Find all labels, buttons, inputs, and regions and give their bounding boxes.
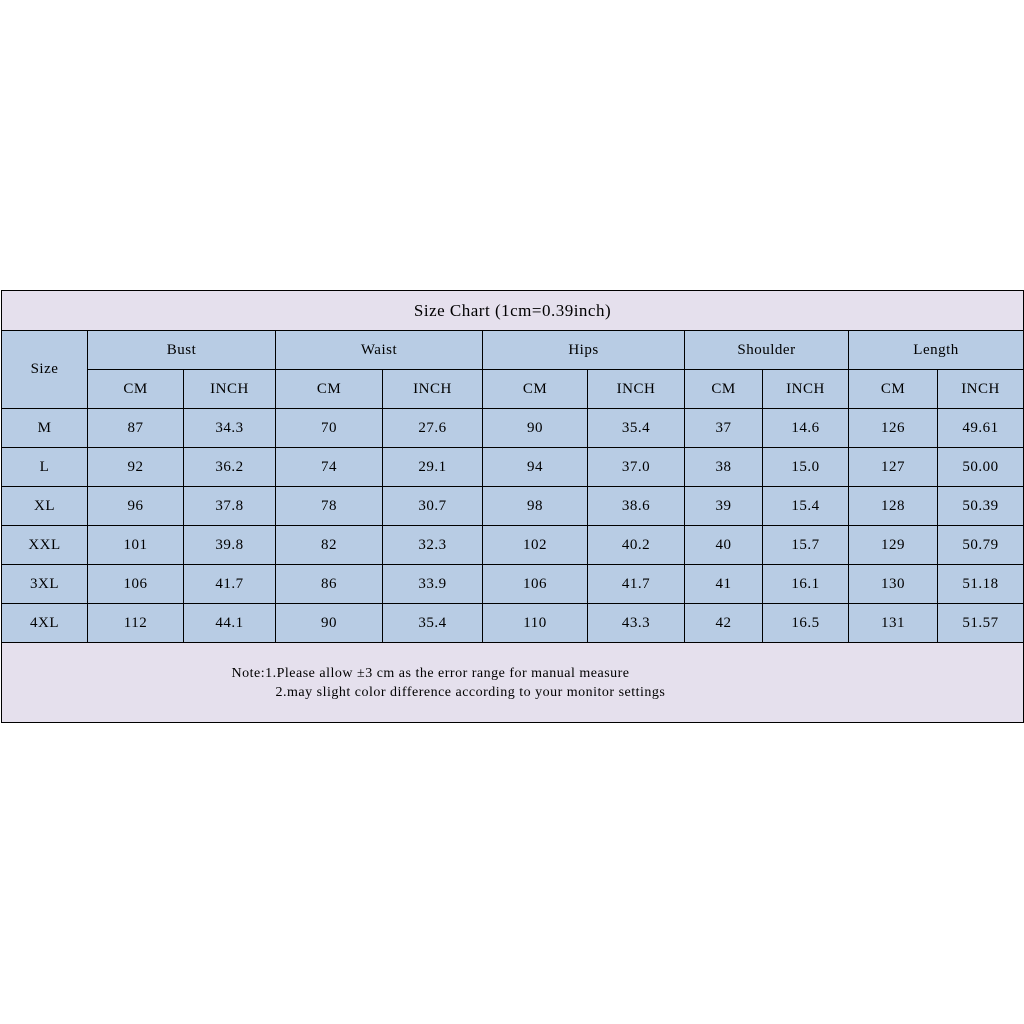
size-header: Size bbox=[2, 331, 88, 409]
value-cell: 127 bbox=[849, 448, 938, 487]
note-line: 2.may slight color difference according to your monitor settings bbox=[275, 684, 666, 700]
size-chart-table bbox=[1, 290, 1024, 723]
value-cell: 101 bbox=[88, 526, 184, 565]
value-cell: 128 bbox=[849, 487, 938, 526]
size-cell: L bbox=[2, 448, 88, 487]
value-cell: 112 bbox=[88, 604, 184, 643]
value-cell: 41.7 bbox=[588, 565, 685, 604]
value-cell: 35.4 bbox=[588, 409, 685, 448]
value-cell: 16.5 bbox=[763, 604, 849, 643]
value-cell: 41 bbox=[685, 565, 763, 604]
value-cell: 51.57 bbox=[938, 604, 1024, 643]
size-cell: M bbox=[2, 409, 88, 448]
value-cell: 38.6 bbox=[588, 487, 685, 526]
value-cell: 33.9 bbox=[383, 565, 483, 604]
unit-header-cm: CM bbox=[483, 370, 588, 409]
value-cell: 34.3 bbox=[184, 409, 276, 448]
value-cell: 50.39 bbox=[938, 487, 1024, 526]
value-cell: 36.2 bbox=[184, 448, 276, 487]
unit-header-inch: INCH bbox=[938, 370, 1024, 409]
value-cell: 49.61 bbox=[938, 409, 1024, 448]
value-cell: 37 bbox=[685, 409, 763, 448]
value-cell: 27.6 bbox=[383, 409, 483, 448]
table-row bbox=[2, 604, 1024, 643]
note-line: Note:1.Please allow ±3 cm as the error range for manual measure bbox=[231, 665, 630, 681]
unit-header-inch: INCH bbox=[383, 370, 483, 409]
unit-header-cm: CM bbox=[685, 370, 763, 409]
value-cell: 70 bbox=[276, 409, 383, 448]
value-cell: 37.8 bbox=[184, 487, 276, 526]
value-cell: 43.3 bbox=[588, 604, 685, 643]
table-row bbox=[2, 487, 1024, 526]
value-cell: 94 bbox=[483, 448, 588, 487]
value-cell: 38 bbox=[685, 448, 763, 487]
unit-header-row bbox=[2, 370, 1024, 409]
value-cell: 51.18 bbox=[938, 565, 1024, 604]
value-cell: 130 bbox=[849, 565, 938, 604]
value-cell: 35.4 bbox=[383, 604, 483, 643]
value-cell: 32.3 bbox=[383, 526, 483, 565]
value-cell: 42 bbox=[685, 604, 763, 643]
value-cell: 14.6 bbox=[763, 409, 849, 448]
value-cell: 41.7 bbox=[184, 565, 276, 604]
value-cell: 129 bbox=[849, 526, 938, 565]
value-cell: 126 bbox=[849, 409, 938, 448]
unit-header-cm: CM bbox=[88, 370, 184, 409]
value-cell: 98 bbox=[483, 487, 588, 526]
value-cell: 29.1 bbox=[383, 448, 483, 487]
size-cell: 3XL bbox=[2, 565, 88, 604]
value-cell: 90 bbox=[483, 409, 588, 448]
note-cell bbox=[2, 643, 1024, 723]
size-cell: XL bbox=[2, 487, 88, 526]
size-chart bbox=[1, 290, 1023, 735]
chart-title: Size Chart (1cm=0.39inch) bbox=[2, 291, 1024, 331]
notes bbox=[194, 664, 832, 702]
group-header-row bbox=[2, 331, 1024, 370]
value-cell: 40 bbox=[685, 526, 763, 565]
value-cell: 102 bbox=[483, 526, 588, 565]
note-row bbox=[2, 643, 1024, 723]
unit-header-cm: CM bbox=[849, 370, 938, 409]
table-row bbox=[2, 526, 1024, 565]
table-row bbox=[2, 565, 1024, 604]
value-cell: 90 bbox=[276, 604, 383, 643]
value-cell: 40.2 bbox=[588, 526, 685, 565]
value-cell: 86 bbox=[276, 565, 383, 604]
value-cell: 39 bbox=[685, 487, 763, 526]
value-cell: 15.0 bbox=[763, 448, 849, 487]
value-cell: 30.7 bbox=[383, 487, 483, 526]
value-cell: 44.1 bbox=[184, 604, 276, 643]
size-cell: 4XL bbox=[2, 604, 88, 643]
value-cell: 78 bbox=[276, 487, 383, 526]
value-cell: 110 bbox=[483, 604, 588, 643]
measurement-header: Bust bbox=[88, 331, 276, 370]
value-cell: 82 bbox=[276, 526, 383, 565]
unit-header-inch: INCH bbox=[588, 370, 685, 409]
value-cell: 106 bbox=[483, 565, 588, 604]
unit-header-inch: INCH bbox=[763, 370, 849, 409]
measurement-header: Length bbox=[849, 331, 1024, 370]
measurement-header: Waist bbox=[276, 331, 483, 370]
value-cell: 15.4 bbox=[763, 487, 849, 526]
value-cell: 131 bbox=[849, 604, 938, 643]
value-cell: 106 bbox=[88, 565, 184, 604]
value-cell: 50.79 bbox=[938, 526, 1024, 565]
measurement-header: Shoulder bbox=[685, 331, 849, 370]
size-cell: XXL bbox=[2, 526, 88, 565]
value-cell: 74 bbox=[276, 448, 383, 487]
value-cell: 87 bbox=[88, 409, 184, 448]
value-cell: 39.8 bbox=[184, 526, 276, 565]
value-cell: 96 bbox=[88, 487, 184, 526]
value-cell: 16.1 bbox=[763, 565, 849, 604]
unit-header-cm: CM bbox=[276, 370, 383, 409]
table-row bbox=[2, 448, 1024, 487]
table-row bbox=[2, 409, 1024, 448]
unit-header-inch: INCH bbox=[184, 370, 276, 409]
value-cell: 92 bbox=[88, 448, 184, 487]
value-cell: 37.0 bbox=[588, 448, 685, 487]
value-cell: 50.00 bbox=[938, 448, 1024, 487]
measurement-header: Hips bbox=[483, 331, 685, 370]
value-cell: 15.7 bbox=[763, 526, 849, 565]
